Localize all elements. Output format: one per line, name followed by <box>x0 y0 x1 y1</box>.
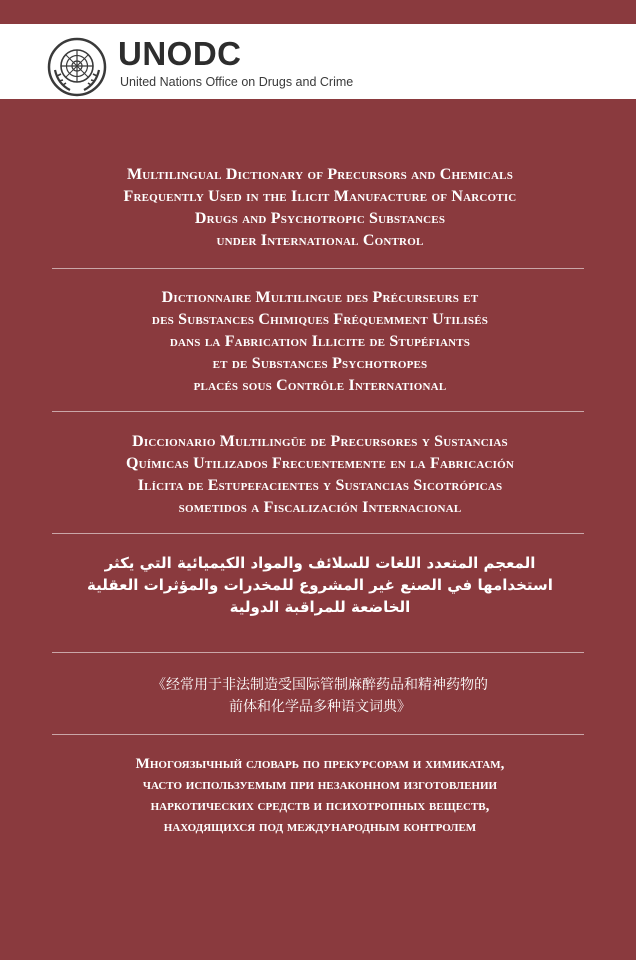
title-line: المعجم المتعدد اللغات للسلائف والمواد الكيميائية التي يكثر <box>104 554 536 572</box>
section-divider <box>52 268 584 269</box>
title-line: Drugs and Psychotropic Substances <box>194 210 446 227</box>
title-line: under International Control <box>216 232 424 249</box>
title-line: Químicas Utilizados Frecuentemente en la Fabricación <box>125 455 515 472</box>
title-russian <box>40 754 600 838</box>
title-arabic <box>40 552 600 618</box>
title-french <box>40 287 600 397</box>
title-line: 前体和化学品多种语文词典》 <box>229 699 411 715</box>
section-divider <box>52 652 584 653</box>
title-line: الخاضعة للمراقبة الدولية <box>229 598 411 616</box>
title-line: Ilícita de Estupefacientes y Sustancias Sicotrópicas <box>137 477 503 494</box>
title-line: des Substances Chimiques Fréquemment Utilisés <box>151 311 489 328</box>
title-line: Frequently Used in the Ilicit Manufacture of Narcotic <box>123 188 517 205</box>
title-line: Многоязычный словарь по прекурсорам и химикатам, <box>135 756 505 772</box>
title-line: استخدامها في الصنع غير المشروع للمخدرات والمؤثرات العقلية <box>87 576 553 594</box>
section-divider <box>52 734 584 735</box>
title-line: 《经常用于非法制造受国际管制麻醉药品和精神药物的 <box>152 677 488 693</box>
un-emblem-icon <box>46 36 108 98</box>
title-line: placés sous Contrôle International <box>193 377 447 394</box>
title-line: sometidos a Fiscalización Internacional <box>178 499 462 516</box>
title-line: Diccionario Multilingüe de Precursores y Sustancias <box>132 433 508 450</box>
title-line: dans la Fabrication Illicite de Stupéfiants <box>169 333 471 350</box>
brand-full-name: United Nations Office on Drugs and Crime <box>120 75 354 89</box>
header-band <box>0 24 636 99</box>
title-line: Multilingual Dictionary of Precursors and Chemicals <box>126 166 514 183</box>
brand-name: UNODC <box>118 35 242 72</box>
title-line: Dictionnaire Multilingue des Précurseurs et <box>161 289 479 306</box>
title-line: находящихся под международным контролем <box>163 819 477 835</box>
title-chinese <box>40 674 600 718</box>
title-english <box>40 164 600 252</box>
title-line: часто используемым при незаконном изготовлении <box>142 777 498 793</box>
section-divider <box>52 533 584 534</box>
title-line: наркотических средств и психотропных веществ, <box>150 798 490 814</box>
title-spanish <box>40 431 600 519</box>
title-line: et de Substances Psychotropes <box>212 355 428 372</box>
section-divider <box>52 411 584 412</box>
